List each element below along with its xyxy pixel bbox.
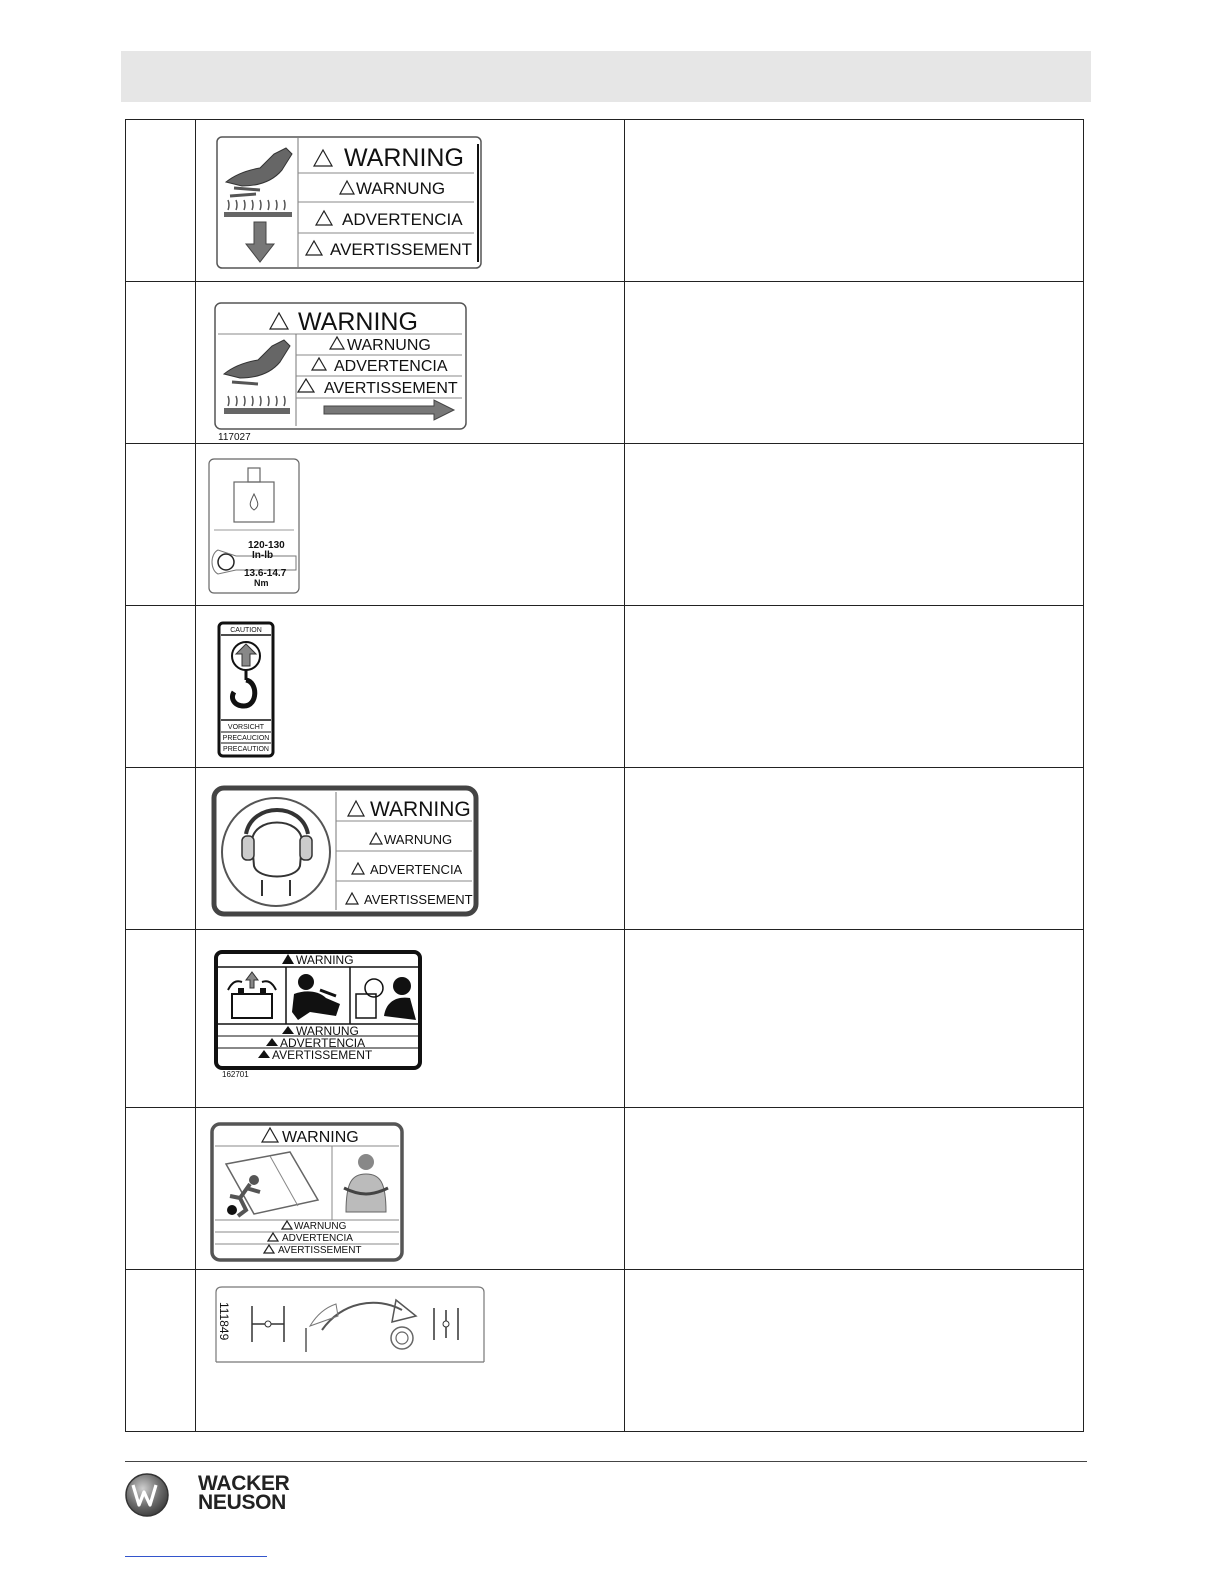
advertencia-text: ADVERTENCIA [342,210,463,229]
table-row [126,282,1084,444]
hot-surface-down-arrow-icon [216,136,484,270]
advertencia-text: ADVERTENCIA [370,862,463,877]
ref-cell [126,444,196,606]
description-cell [625,120,1084,282]
warnung-text: WARNUNG [384,832,453,847]
decal-hot-surface-1 [216,136,484,270]
unit-nm: Nm [254,578,269,588]
warnung-text: WARNUNG [294,1221,347,1232]
decal-lever-position [212,1286,488,1368]
description-cell [625,930,1084,1108]
table-row [126,120,1084,282]
decal-cell [196,606,625,768]
decal-hearing-protection [212,786,480,918]
warning-text: WARNING [370,798,471,821]
footer-link-underline[interactable] [125,1556,267,1557]
torque-wrench-icon [208,458,302,596]
avertissement-text: AVERTISSEMENT [272,1048,373,1062]
precaucion-text: PRECAUCION [222,735,270,742]
decal-cell [196,930,625,1108]
avertissement-text: AVERTISSEMENT [330,240,473,259]
hot-surface-right-arrow-icon [214,302,470,443]
avertissement-text: AVERTISSEMENT [278,1245,362,1256]
decal-table [125,119,1084,1432]
table-row [126,606,1084,768]
brand-line-1: WACKER [198,1472,290,1495]
warnung-text: WARNUNG [347,337,431,354]
part-number: 162701 [222,1070,249,1079]
decal-hot-surface-2 [214,302,470,443]
rollover-seatbelt-icon [210,1122,406,1264]
description-cell [625,1108,1084,1270]
lever-position-icon [212,1286,488,1368]
ref-cell [126,1270,196,1432]
description-cell [625,444,1084,606]
warning-text: WARNING [298,308,418,336]
torque-nm: 13.6-14.7 [244,568,287,579]
unit-inlb: In-lb [252,550,274,561]
warning-text: WARNING [296,953,354,967]
footer-divider [125,1461,1087,1462]
hearing-protection-icon [212,786,480,918]
ref-cell [126,120,196,282]
part-number: 117027 [218,432,251,443]
advertencia-text: ADVERTENCIA [282,1233,353,1244]
wacker-neuson-logo [124,1470,314,1520]
torque-inlb: 120-130 [248,540,285,551]
ref-cell [126,282,196,444]
warnung-text: WARNUNG [356,179,446,198]
table-row [126,768,1084,930]
table-row [126,930,1084,1108]
ref-cell [126,930,196,1108]
warning-text: WARNING [282,1129,359,1146]
decal-cell [196,282,625,444]
decal-cell [196,768,625,930]
advertencia-text: ADVERTENCIA [334,358,448,375]
decal-lifting-hook [218,622,276,758]
warning-text: WARNING [344,144,464,172]
description-cell [625,606,1084,768]
table-row [126,1108,1084,1270]
ref-cell [126,606,196,768]
vorsicht-text: VORSICHT [227,724,265,731]
description-cell [625,1270,1084,1432]
advertencia-text: ADVERTENCIA [280,1036,366,1050]
wacker-neuson-logo-icon [124,1472,170,1518]
lifting-hook-icon [218,622,276,758]
table-row [126,1270,1084,1432]
decal-cell [196,1108,625,1270]
decal-torque [208,458,302,596]
part-number: 111849 [217,1302,231,1341]
table-row [126,444,1084,606]
ref-cell [126,1108,196,1270]
avertissement-text: AVERTISSEMENT [364,892,473,907]
avertissement-text: AVERTISSEMENT [324,380,458,397]
ref-cell [126,768,196,930]
description-cell [625,282,1084,444]
warnung-text: WARNUNG [296,1024,359,1038]
header-band [121,51,1091,102]
decal-cell [196,1270,625,1432]
precaution-text: PRECAUTION [223,746,269,753]
brand-line-2: NEUSON [198,1491,287,1514]
decal-cell [196,120,625,282]
decal-rollover-seatbelt [210,1122,406,1264]
decal-battery-hazard [214,950,424,1078]
description-cell [625,768,1084,930]
decal-cell [196,444,625,606]
caution-text: CAUTION [230,627,262,634]
battery-hazard-icon [214,950,424,1078]
